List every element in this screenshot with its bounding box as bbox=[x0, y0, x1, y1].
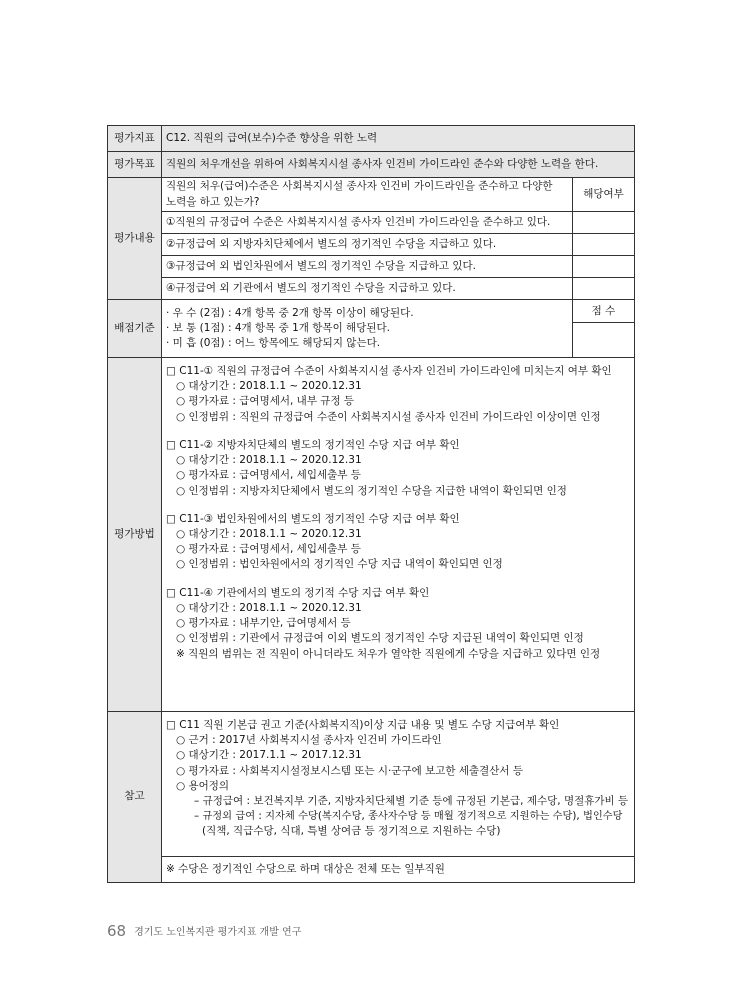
scoring-label: 배점기준 bbox=[108, 300, 162, 358]
scoring-item: · 보 통 (1점) : 4개 항목 중 1개 항목이 해당된다. bbox=[166, 321, 390, 334]
goal-text: 직원의 처우개선을 위하여 사회복지시설 종사자 인건비 가이드라인 준수와 다양한 노력을 한다. bbox=[162, 152, 635, 178]
content-question-line: 직원의 처우(급여)수준은 사회복지시설 종사자 인건비 가이드라인을 준수하고 다양한 bbox=[166, 180, 553, 193]
applicability-cell bbox=[572, 234, 634, 256]
method-block-item: ○ 평가자료 : 급여명세서, 세입세출부 등 bbox=[176, 543, 361, 556]
content-label: 평가내용 bbox=[108, 178, 162, 300]
content-item-row bbox=[108, 278, 635, 300]
method-block-item: ○ 대상기간 : 2018.1.1 ~ 2020.12.31 bbox=[176, 454, 362, 467]
content-item-row bbox=[108, 212, 635, 234]
reference-definition: – 규정외 급여 : 지자체 수당(복지수당, 종사자수당 등 매월 정기적으로 지원하는 수당), 법인수당 bbox=[194, 810, 623, 823]
score-cell bbox=[572, 300, 634, 358]
method-row bbox=[108, 358, 635, 712]
reference-item: ○ 평가자료 : 사회복지시설정보시스템 또는 시·군구에 보고한 세출결산서 등 bbox=[176, 764, 524, 777]
reference-definition: – 규정급여 : 보건복지부 기준, 지방자치단체별 기준 등에 규정된 기본급, 제수당, 명절휴가비 등 bbox=[194, 795, 629, 808]
content-item-row bbox=[108, 256, 635, 278]
reference-title: □ C11 직원 기본급 권고 기준(사회복지직)이상 지급 내용 및 별도 수당 지급여부 확인 bbox=[166, 719, 560, 731]
method-block-item: ○ 평가자료 : 급여명세서, 세입세출부 등 bbox=[176, 469, 361, 482]
method-block-item: ○ 인정범위 : 기관에서 규정급여 이외 별도의 정기적인 수당 지급된 내역이 확인되면 인정 bbox=[176, 632, 584, 645]
method-note: ※ 직원의 범위는 전 직원이 아니더라도 처우가 열악한 직원에게 수당을 지급하고 있다면 인정 bbox=[176, 647, 601, 660]
page-number: 68 bbox=[107, 922, 127, 940]
content-item: ③규정급여 외 법인차원에서 별도의 정기적인 수당을 지급하고 있다. bbox=[162, 256, 573, 278]
method-blocks bbox=[166, 358, 630, 666]
reference-definition-cont: (직책, 직급수당, 식대, 특별 상여금 등 정기적으로 지원하는 수당) bbox=[202, 825, 501, 838]
content-question-row bbox=[108, 178, 635, 212]
reference-note-row bbox=[108, 857, 635, 883]
content-item: ①직원의 규정급여 수준은 사회복지시설 종사자 인건비 가이드라인을 준수하고 있다. bbox=[162, 212, 573, 234]
method-block-item: ○ 인정범위 : 법인차원에서의 정기적인 수당 지급 내역이 확인되면 인정 bbox=[176, 558, 503, 571]
reference-label: 참고 bbox=[108, 712, 162, 883]
method-block-title: □ C11-② 지방자치단체의 별도의 정기적인 수당 지급 여부 확인 bbox=[166, 438, 460, 451]
reference-row bbox=[108, 712, 635, 857]
method-block-title: □ C11-① 직원의 규정급여 수준이 사회복지시설 종사자 인건비 가이드라인에 미치는지 여부 확인 bbox=[166, 365, 612, 377]
goal-label: 평가목표 bbox=[108, 152, 162, 178]
method-content bbox=[162, 358, 635, 712]
applicability-cell bbox=[572, 256, 634, 278]
method-block-item: ○ 대상기간 : 2018.1.1 ~ 2020.12.31 bbox=[176, 380, 362, 393]
goal-row bbox=[108, 152, 635, 178]
applicability-cell bbox=[572, 278, 634, 300]
content-question bbox=[162, 178, 573, 212]
method-block-item: ○ 대상기간 : 2018.1.1 ~ 2020.12.31 bbox=[176, 527, 362, 540]
scoring-item: · 우 수 (2점) : 4개 항목 중 2개 항목 이상이 해당된다. bbox=[166, 306, 414, 319]
method-block-item: ○ 인정범위 : 지방자치단체에서 별도의 정기적인 수당을 지급한 내역이 확인되면 인정 bbox=[176, 484, 567, 497]
method-block-item: ○ 인정범위 : 직원의 규정급여 수준이 사회복지시설 종사자 인건비 가이드라인 이상이면 인정 bbox=[176, 410, 601, 423]
scoring-row bbox=[108, 300, 635, 358]
applicability-header: 해당여부 bbox=[572, 178, 634, 212]
content-item-row bbox=[108, 234, 635, 256]
applicability-cell bbox=[572, 212, 634, 234]
reference-item: ○ 용어정의 bbox=[176, 779, 230, 792]
method-block-item: ○ 평가자료 : 급여명세서, 내부 규정 등 bbox=[176, 395, 355, 408]
reference-content bbox=[162, 712, 635, 857]
footer-title: 경기도 노인복지관 평가지표 개발 연구 bbox=[134, 927, 302, 938]
method-block-item: ○ 대상기간 : 2018.1.1 ~ 2020.12.31 bbox=[176, 601, 362, 614]
content-item: ④규정급여 외 기관에서 별도의 정기적인 수당을 지급하고 있다. bbox=[162, 278, 573, 300]
evaluation-table bbox=[107, 125, 635, 883]
reference-block bbox=[166, 712, 630, 843]
reference-item: ○ 근거 : 2017년 사회복지시설 종사자 인건비 가이드라인 bbox=[176, 734, 442, 747]
scoring-criteria bbox=[162, 300, 573, 358]
method-label: 평가방법 bbox=[108, 358, 162, 712]
content-question-line: 노력을 하고 있는가? bbox=[166, 195, 260, 208]
method-block-item: ○ 평가자료 : 내부기안, 급여명세서 등 bbox=[176, 617, 351, 630]
page-footer bbox=[107, 922, 301, 940]
scoring-item: · 미 흡 (0점) : 어느 항목에도 해당되지 않는다. bbox=[166, 337, 381, 350]
content-item: ②규정급여 외 지방자치단체에서 별도의 정기적인 수당을 지급하고 있다. bbox=[162, 234, 573, 256]
indicator-label: 평가지표 bbox=[108, 126, 162, 152]
indicator-title: C12. 직원의 급여(보수)수준 향상을 위한 노력 bbox=[162, 126, 635, 152]
reference-note: ※ 수당은 정기적인 수당으로 하며 대상은 전체 또는 일부직원 bbox=[162, 857, 635, 883]
method-block-title: □ C11-③ 법인차원에서의 별도의 정기적인 수당 지급 여부 확인 bbox=[166, 512, 460, 525]
indicator-row bbox=[108, 126, 635, 152]
method-block-title: □ C11-④ 기관에서의 별도의 정기적 수당 지급 여부 확인 bbox=[166, 586, 430, 599]
reference-item: ○ 대상기간 : 2017.1.1 ~ 2017.12.31 bbox=[176, 749, 362, 762]
score-header: 점 수 bbox=[573, 300, 634, 323]
